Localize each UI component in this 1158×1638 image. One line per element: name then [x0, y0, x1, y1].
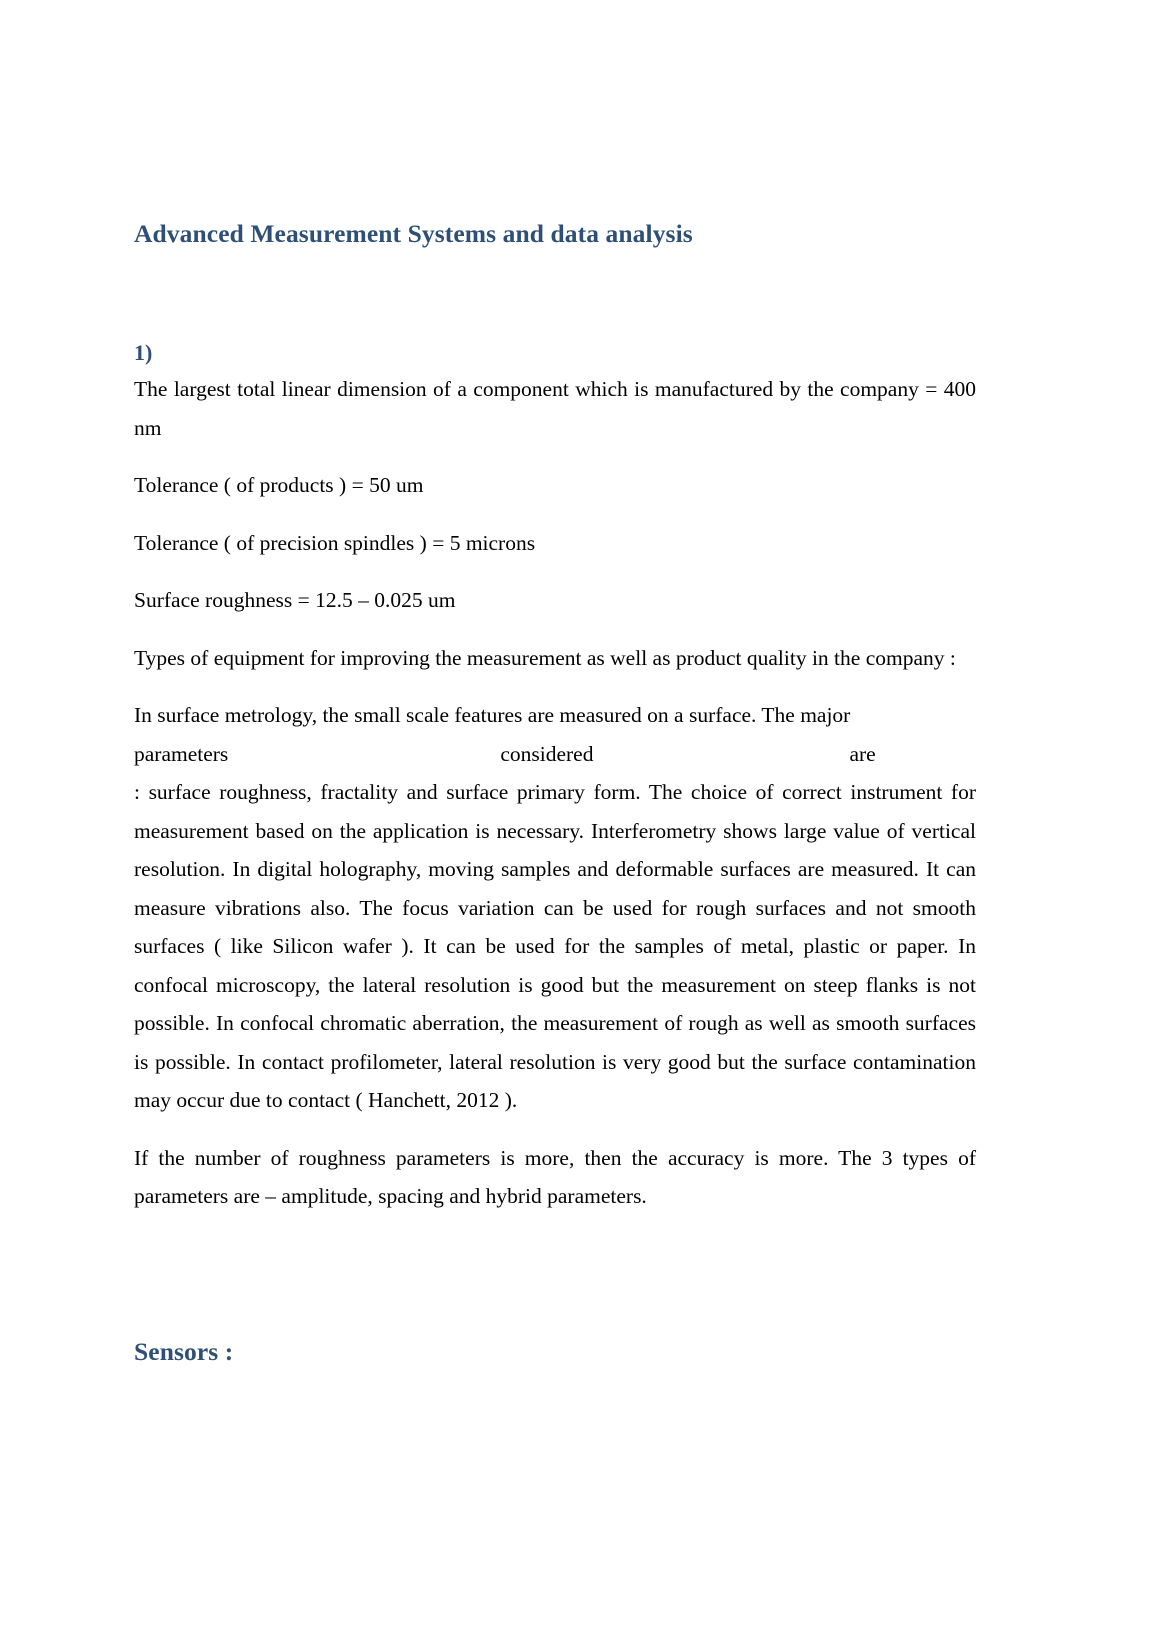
section-heading-question-one: 1): [134, 339, 153, 365]
metrology-word-are: are: [849, 741, 876, 766]
justify-gap-one: [228, 735, 500, 774]
metrology-word-parameters: parameters: [134, 741, 229, 766]
paragraph-types-of-equipment: Types of equipment for improving the measurement as well as product quality in the company :: [134, 645, 956, 670]
paragraph-tolerance-products: Tolerance ( of products ) = 50 um: [134, 473, 424, 498]
metrology-word-considered: considered: [500, 741, 594, 766]
paragraph-surface-metrology: [134, 696, 976, 1120]
justify-gap-two: [593, 735, 849, 774]
paragraph-largest-dimension: The largest total linear dimension of a component which is manufactured by the company = 400 nm: [134, 377, 976, 440]
metrology-body-text: : surface roughness, fractality and surface primary form. The choice of correct instrument for measurement based on the application is necessary. Interferometry shows large value of vertical resolution. In digital holography, moving samples and deformable surfaces are measured. It can measure vibrations also. The focus variation can be used for rough surfaces and not smooth surfaces ( like Silicon wafer ). It can be used for the samples of metal, plastic or paper. In confocal microscopy, the lateral resolution is good but the measurement on steep flanks is not possible. In confocal chromatic aberration, the measurement of rough as well as smooth surfaces is possible. In contact profilometer, lateral resolution is very good but the surface contamination may occur due to contact ( Hanchett, 2012 ).: [134, 780, 976, 1113]
paragraph-tolerance-spindles: Tolerance ( of precision spindles ) = 5 microns: [134, 530, 536, 555]
page-title: Advanced Measurement Systems and data analysis: [134, 219, 693, 248]
section-heading-sensors: Sensors :: [134, 1336, 234, 1366]
document-content: [134, 0, 976, 1368]
paragraph-roughness-parameters: If the number of roughness parameters is more, then the accuracy is more. The 3 types of parameters are – amplitude, spacing and hybrid parameters.: [134, 1145, 976, 1209]
paragraph-surface-roughness: Surface roughness = 12.5 – 0.025 um: [134, 588, 456, 613]
metrology-stretched-line: [134, 735, 976, 774]
metrology-line-one: In surface metrology, the small scale features are measured on a surface. The major: [134, 703, 851, 728]
